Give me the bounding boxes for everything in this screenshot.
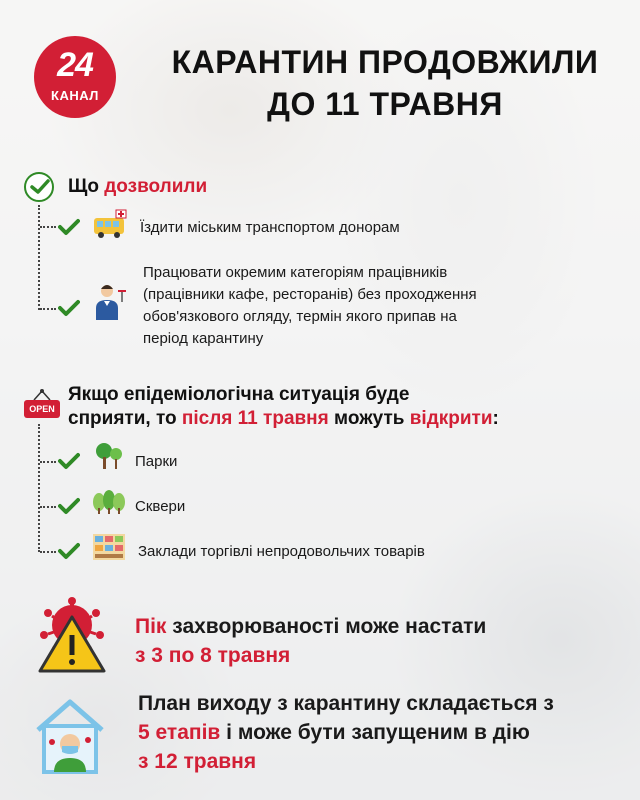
page-title-line2: ДО 11 ТРАВНЯ [267, 86, 503, 122]
reopen-item-3: Заклади торгівлі непродовольчих товарів [138, 543, 425, 560]
channel-logo [34, 36, 116, 118]
check-icon [58, 452, 80, 470]
virus-warning-icon [22, 595, 122, 675]
reopen-item-1: Парки [135, 453, 178, 470]
logo-word: КАНАЛ [51, 88, 99, 103]
dotted-connector [38, 205, 40, 310]
check-icon [58, 218, 80, 236]
reopen-heading: Якщо епідеміологічна ситуація буде сприяти, то після 11 травня можуть відкрити: [68, 384, 499, 429]
page-title-line1: КАРАНТИН ПРОДОВЖИЛИ [171, 44, 599, 80]
check-icon [58, 497, 80, 515]
allowed-heading-highlight: дозволили [104, 176, 208, 197]
bus-icon [92, 208, 130, 242]
shops-icon [91, 530, 127, 562]
allowed-heading: Що дозволили [68, 176, 208, 197]
dotted-branch [40, 506, 56, 508]
home-quarantine-icon [30, 696, 110, 780]
allowed-item-1: Їздити міським транспортом донорам [140, 219, 400, 236]
open-sign-text: OPEN [29, 404, 55, 414]
check-icon [58, 542, 80, 560]
peak-text: Пік захворюваності може настати з 3 по 8 травня [135, 615, 487, 667]
trees-icon [93, 440, 125, 472]
bushes-icon [91, 488, 127, 516]
exit-plan-text: План виходу з карантину складається з 5 етапів і може бути запущеним в дію з 12 травня [138, 692, 554, 773]
check-circle-icon [24, 172, 54, 202]
dotted-connector [38, 424, 40, 552]
waiter-icon [94, 282, 128, 322]
dotted-branch [40, 226, 56, 228]
dotted-branch [40, 461, 56, 463]
logo-number: 24 [57, 46, 93, 84]
check-icon [58, 299, 80, 317]
allowed-item-2: Працювати окремим категоріям працівників (працівники кафе, ресторанів) без проходження обов'язкового огляду, термін якого припав на період карантину [143, 264, 477, 347]
dotted-branch [40, 308, 56, 310]
reopen-item-2: Сквери [135, 498, 186, 515]
dotted-branch [40, 551, 56, 553]
